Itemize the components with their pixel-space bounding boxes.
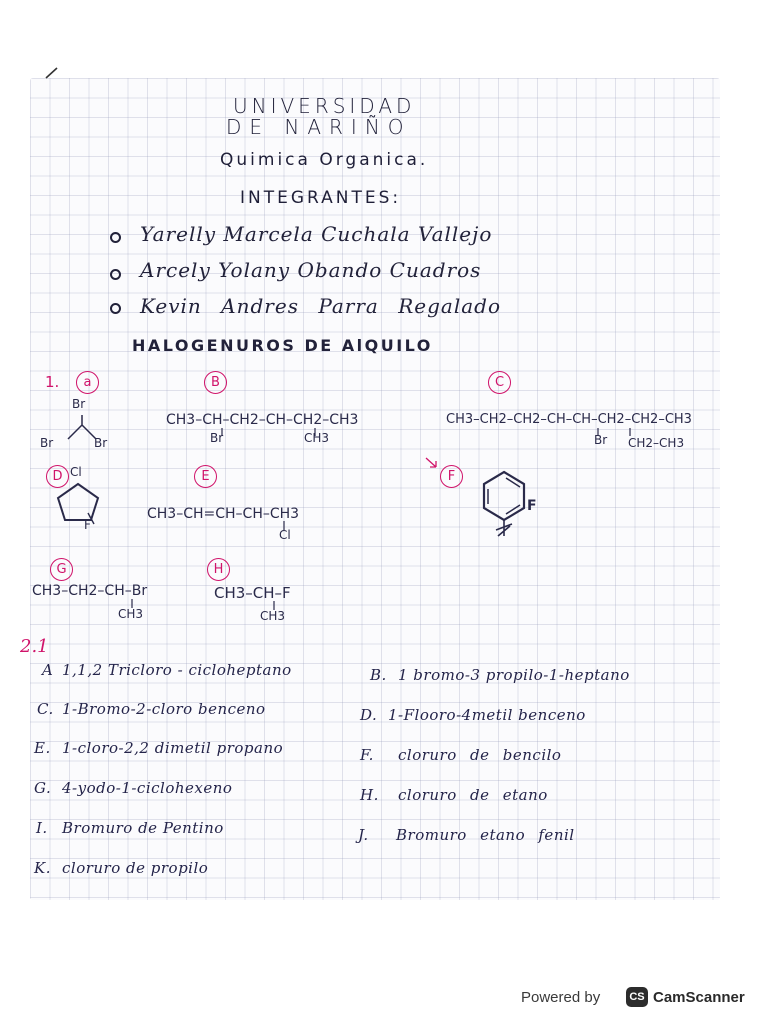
answer-label: A bbox=[42, 661, 54, 679]
atom-a-right: Br bbox=[94, 436, 108, 450]
member-name: Arcely Yolany Obando Cuadros bbox=[140, 258, 482, 282]
substituent-c-2: CH2–CH3 bbox=[628, 436, 685, 450]
answer-label: B. bbox=[370, 666, 387, 684]
structure-b-bonds bbox=[160, 426, 360, 445]
members-heading: INTEGRANTES: bbox=[240, 188, 402, 208]
atom-f: F bbox=[527, 498, 537, 514]
atom-a-left: Br bbox=[40, 436, 54, 450]
answer-text: 4-yodo-1-ciclohexeno bbox=[62, 779, 233, 797]
answer-text: Bromuro de Pentino bbox=[62, 819, 224, 837]
camscanner-brand: CamScanner bbox=[653, 989, 745, 1006]
answer-label: K. bbox=[34, 859, 51, 877]
formula-h: CH3–CH–F bbox=[214, 584, 291, 602]
answer-label: J. bbox=[358, 826, 369, 844]
answer-label: H. bbox=[360, 786, 379, 804]
formula-c: CH3–CH2–CH2–CH–CH–CH2–CH2–CH3 bbox=[446, 412, 692, 427]
answer-text: 1-Flooro-4metil benceno bbox=[388, 706, 586, 724]
substituent-g: CH3 bbox=[118, 607, 144, 621]
exercise-2-number: 2.1 bbox=[20, 636, 49, 657]
substituent-b-1: Br bbox=[210, 431, 224, 445]
member-bullet bbox=[110, 269, 121, 280]
substituent-e: Cl bbox=[279, 528, 291, 542]
answer-label: D. bbox=[360, 706, 378, 724]
label-f: F bbox=[440, 465, 463, 488]
member-name: Yarelly Marcela Cuchala Vallejo bbox=[140, 222, 493, 246]
university-line-2: DE NARIÑO bbox=[226, 115, 412, 139]
answer-text: cloruro de bencilo bbox=[398, 746, 562, 764]
answer-label: G. bbox=[34, 779, 52, 797]
camscanner-logo: CS bbox=[626, 987, 648, 1007]
answer-text: 1 bromo-3 propilo-1-heptano bbox=[398, 666, 630, 684]
atom-a-top: Br bbox=[72, 397, 86, 411]
member-bullet bbox=[110, 303, 121, 314]
label-h: H bbox=[207, 558, 230, 581]
label-a: a bbox=[76, 371, 99, 394]
answer-label: F. bbox=[360, 746, 374, 764]
label-b: B bbox=[204, 371, 227, 394]
label-d: D bbox=[46, 465, 69, 488]
answer-text: cloruro de propilo bbox=[62, 859, 209, 877]
pink-arrow-mark bbox=[424, 456, 440, 470]
formula-b: CH3–CH–CH2–CH–CH2–CH3 bbox=[166, 412, 359, 428]
member-name: Kevin Andres Parra Regalado bbox=[140, 294, 501, 318]
substituent-b-2: CH3 bbox=[304, 431, 330, 445]
course-name: Quimica Organica. bbox=[220, 150, 429, 170]
answer-text: cloruro de etano bbox=[398, 786, 548, 804]
label-c: C bbox=[488, 371, 511, 394]
answer-text: 1-Bromo-2-cloro benceno bbox=[62, 700, 266, 718]
answer-text: Bromuro etano fenil bbox=[396, 826, 575, 844]
section-title: HALOGENUROS DE AlQUILO bbox=[132, 336, 433, 355]
answer-label: E. bbox=[34, 739, 51, 757]
atom-d-cl: Cl bbox=[70, 465, 82, 479]
substituent-h: CH3 bbox=[260, 609, 286, 623]
label-g: G bbox=[50, 558, 73, 581]
answer-text: 1-cloro-2,2 dimetil propano bbox=[62, 739, 284, 757]
answer-text: 1,1,2 Tricloro - cicloheptano bbox=[62, 661, 292, 679]
substituent-c-1: Br bbox=[594, 433, 608, 447]
university-line-1: UNIVERSIDAD bbox=[233, 94, 416, 118]
answer-label: I. bbox=[36, 819, 48, 837]
structure-f-ring bbox=[478, 466, 548, 546]
formula-g: CH3–CH2–CH–Br bbox=[32, 583, 148, 599]
pen-mark bbox=[44, 66, 60, 80]
powered-by-text: Powered by bbox=[521, 989, 601, 1006]
atom-d-f: F bbox=[84, 518, 91, 532]
formula-e: CH3–CH=CH–CH–CH3 bbox=[147, 506, 300, 522]
label-e: E bbox=[194, 465, 217, 488]
exercise-1-number: 1. bbox=[45, 373, 60, 391]
answer-label: C. bbox=[37, 700, 54, 718]
structure-d-ring bbox=[48, 478, 108, 528]
member-bullet bbox=[110, 232, 121, 243]
